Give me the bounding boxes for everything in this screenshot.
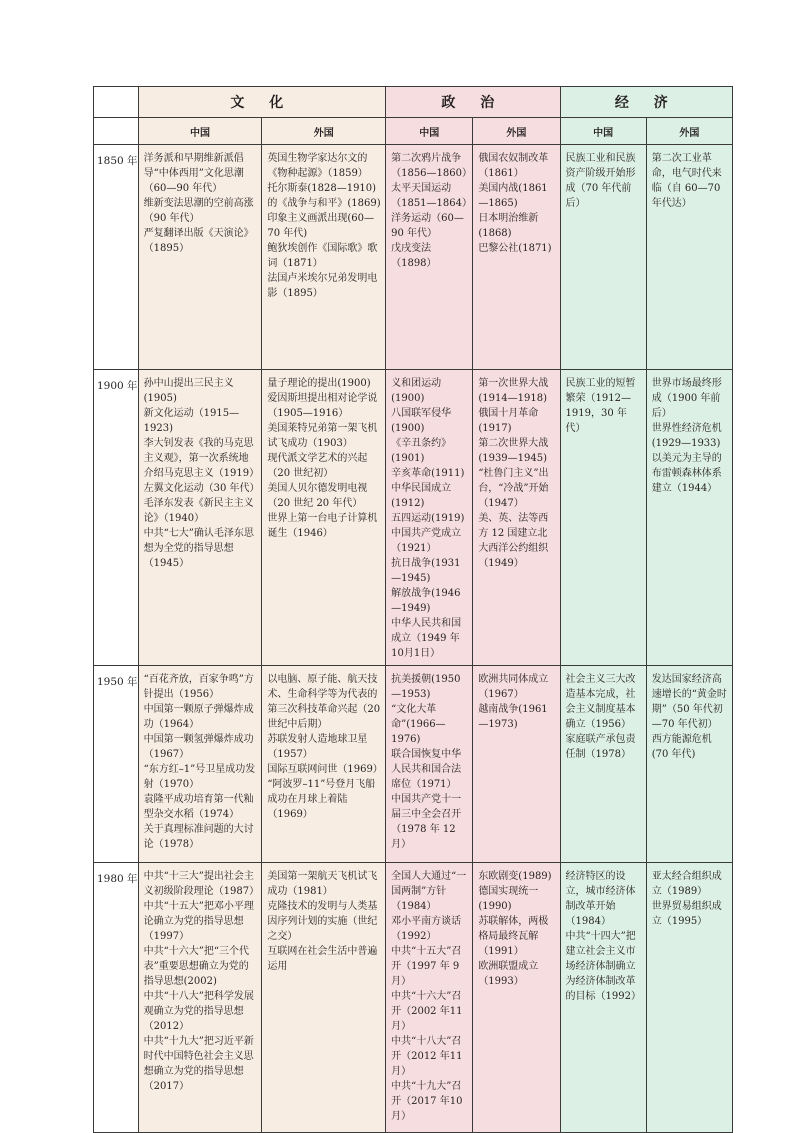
economy-foreign-cell: [646, 666, 732, 863]
period-row: [94, 370, 733, 666]
event-entry: “阿波罗–11”号登月飞船成功在月球上着陆（1969）: [267, 779, 376, 820]
event-entry: 五四运动(1919): [391, 513, 465, 524]
culture-foreign-cell: [262, 145, 386, 370]
event-entry: 中华人民共和国成立（1949 年10月1日）: [391, 618, 462, 659]
event-entry: 美国第一架航天飞机试飞成功（1981）: [267, 871, 378, 897]
category-header-row: [94, 87, 733, 118]
economy-china-cell: [560, 145, 646, 370]
event-entry: 日本明治维新(1868): [478, 213, 539, 239]
politics-foreign-header: 外国: [473, 118, 560, 145]
event-entry: 托尔斯泰(1828—1910)的《战争与和平》(1869): [267, 183, 381, 209]
corner-cell: [94, 118, 139, 145]
event-entry: 《辛丑条约》(1901): [391, 438, 452, 464]
event-entry: 中共“十八大”召开（2012 年11月）: [391, 1036, 463, 1077]
politics-foreign-cell: [473, 145, 560, 370]
event-entry: 新文化运动（1915—1923): [143, 408, 240, 434]
event-entry: 苏联解体，两极格局最终瓦解（1991）: [478, 916, 549, 957]
culture-header: 文 化: [138, 87, 385, 118]
period-row: [94, 863, 733, 1133]
event-entry: 中国第一颗原子弹爆炸成功（1964）: [143, 704, 254, 730]
event-entry: 第二次鸦片战争（1856—1860）: [391, 153, 472, 179]
event-entry: 欧洲联盟成立（1993）: [478, 961, 539, 987]
economy-foreign-cell: [646, 145, 732, 370]
event-entry: 巴黎公社(1871): [478, 243, 552, 254]
event-entry: 义和团运动(1900): [391, 378, 442, 404]
event-entry: 世界贸易组织成立（1995）: [651, 901, 722, 927]
politics-china-cell: [386, 370, 473, 666]
year-label: 1980 年: [94, 863, 139, 1133]
event-entry: 社会主义三大改造基本完成，社会主义制度基本确立（1956）: [565, 674, 636, 730]
culture-foreign-cell: [262, 666, 386, 863]
event-entry: 发达国家经济高速增长的“黄金时期”（50 年代初—70 年代初）: [651, 674, 727, 730]
culture-china-cell: [138, 370, 262, 666]
event-entry: 美、英、法等西方 12 国建立北大西洋公约组织（1949）: [478, 513, 549, 569]
event-entry: 世界性经济危机(1929—1933): [651, 423, 722, 449]
event-entry: 东欧剧变(1989): [478, 871, 552, 882]
event-entry: 辛亥革命(1911): [391, 468, 465, 479]
event-entry: 袁隆平成功培育第一代籼型杂交水稻（1974）: [143, 794, 254, 820]
event-entry: 克隆技术的发明与人类基因序列计划的实施（世纪之交）: [267, 901, 378, 942]
event-entry: 经济特区的设立，城市经济体制改革开始（1984）: [565, 871, 636, 927]
politics-foreign-cell: [473, 863, 560, 1133]
event-entry: 亚太经合组织成立（1989）: [651, 871, 722, 897]
event-entry: 民族工业的短暂繁荣（1912—1919，30 年代）: [565, 378, 636, 434]
culture-china-header: 中国: [138, 118, 262, 145]
event-entry: 国际互联网问世（1969）: [267, 764, 383, 775]
event-entry: 中共“十九大”把习近平新时代中国特色社会主义思想确立为党的指导思想（2017）: [143, 1036, 254, 1092]
event-entry: 互联网在社会生活中普遍运用: [267, 946, 378, 972]
event-entry: 维新变法思潮的空前高涨（90 年代）: [143, 198, 254, 224]
economy-china-header: 中国: [560, 118, 646, 145]
event-entry: “东方红–1”号卫星成功发射（1970）: [143, 764, 256, 790]
event-entry: 毛泽东发表《新民主主义论》（1940）: [143, 498, 254, 524]
event-entry: 太平天国运动（1851—1864）: [391, 183, 472, 209]
event-entry: 以美元为主导的布雷顿森林体系建立（1944）: [651, 453, 722, 494]
event-entry: “杜鲁门主义”出台，“冷战”开始（1947）: [478, 468, 549, 509]
event-entry: 中共“十四大”把建立社会主义市场经济体制确立为经济体制改革的目标（1992）: [565, 931, 641, 1002]
event-entry: 严复翻译出版《天演论》（1895）: [143, 228, 254, 254]
event-entry: 解放战争(1946—1949): [391, 588, 461, 614]
event-entry: 戊戌变法（1898）: [391, 243, 437, 269]
culture-china-cell: [138, 145, 262, 370]
event-entry: 家庭联产承包责任制（1978）: [565, 734, 636, 760]
culture-foreign-cell: [262, 863, 386, 1133]
event-entry: 俄国十月革命(1917): [478, 408, 539, 434]
year-label: 1900 年: [94, 370, 139, 666]
event-entry: 李大钊发表《我的马克思主义观》，第一次系统地介绍马克思主义（1919）: [143, 438, 260, 479]
culture-foreign-cell: [262, 370, 386, 666]
event-entry: 中共“十六大”召开（2002 年11月）: [391, 991, 463, 1032]
event-entry: 邓小平南方谈话（1992）: [391, 916, 462, 942]
event-entry: 中共“十九大”召开（2017 年10月）: [391, 1081, 463, 1122]
event-entry: “百花齐放，百家争鸣”方针提出（1956）: [143, 674, 254, 700]
event-entry: 现代派文学艺术的兴起（20 世纪初）: [267, 453, 368, 479]
economy-header: 经 济: [560, 87, 732, 118]
event-entry: 第二次世界大战(1939—1945): [478, 438, 549, 464]
event-entry: 美国人贝尔德发明电视（20 世纪 20 年代）: [267, 483, 368, 509]
event-entry: 中共“十五大”把邓小平理论确立为党的指导思想（1997）: [143, 901, 254, 942]
event-entry: 美国莱特兄弟第一架飞机试飞成功（1903）: [267, 423, 378, 449]
event-entry: 中共“十三大”提出社会主义初级阶段理论（1987）: [143, 871, 260, 897]
event-entry: 中共“十五大”召开（1997 年 9月）: [391, 946, 462, 987]
event-entry: 西方能源危机(70 年代): [651, 734, 712, 760]
event-entry: 英国生物学家达尔文的《物种起源》（1859）: [267, 153, 368, 179]
event-entry: 苏联发射人造地球卫星（1957）: [267, 734, 368, 760]
politics-header: 政 治: [386, 87, 560, 118]
event-entry: 世界市场最终形成（1900 年前后）: [651, 378, 722, 419]
event-entry: 中共“十六大”把“三个代表”重要思想确立为党的指导思想(2002): [143, 946, 249, 987]
event-entry: 民族工业和民族资产阶级开始形成（70 年代前后）: [565, 153, 636, 209]
period-row: [94, 666, 733, 863]
event-entry: 欧洲共同体成立（1967）: [478, 674, 549, 700]
politics-china-cell: [386, 863, 473, 1133]
event-entry: 美国内战(1861—1865): [478, 183, 548, 209]
event-entry: 抗日战争(1931—1945): [391, 558, 461, 584]
event-entry: 洋务运动（60—90 年代）: [391, 213, 464, 239]
event-entry: 法国卢米埃尔兄弟发明电影（1895）: [267, 273, 378, 299]
politics-china-cell: [386, 145, 473, 370]
economy-china-cell: [560, 370, 646, 666]
event-entry: 孙中山提出三民主义(1905): [143, 378, 234, 404]
event-entry: 洋务派和早期维新派倡导“中体西用”文化思潮（60—90 年代）: [143, 153, 244, 194]
event-entry: “文化大革命”(1966—1976): [391, 704, 446, 745]
corner-cell: [94, 87, 139, 118]
economy-foreign-cell: [646, 863, 732, 1133]
event-entry: 中共“十八大”把科学发展观确立为党的指导思想（2012）: [143, 991, 254, 1032]
event-entry: 中国第一颗氢弹爆炸成功（1967）: [143, 734, 254, 760]
event-entry: 关于真理标准问题的大讨论（1978）: [143, 824, 254, 850]
event-entry: 第二次工业革命，电气时代来临（自 60—70 年代达）: [651, 153, 722, 209]
region-header-row: [94, 118, 733, 145]
economy-foreign-cell: [646, 370, 732, 666]
event-entry: 左翼文化运动（30 年代）: [143, 483, 260, 494]
economy-china-cell: [560, 666, 646, 863]
event-entry: 德国实现统一(1990): [478, 886, 539, 912]
event-entry: 八国联军侵华(1900): [391, 408, 452, 434]
event-entry: 印象主义画派出现(60—70 年代): [267, 213, 374, 239]
culture-foreign-header: 外国: [262, 118, 386, 145]
culture-china-cell: [138, 863, 262, 1133]
event-entry: 俄国农奴制改革（1861）: [478, 153, 549, 179]
event-entry: 中国共产党十一届三中全会召开（1978 年 12月）: [391, 794, 462, 850]
event-entry: 量子理论的提出(1900): [267, 378, 371, 389]
event-entry: 爱因斯坦提出相对论学说（1905—1916）: [267, 393, 378, 419]
year-label: 1850 年: [94, 145, 139, 370]
history-timeline-table: [93, 86, 733, 1133]
event-entry: 全国人大通过“一国两制”方针（1984）: [391, 871, 467, 912]
event-entry: 以电脑、原子能、航天技术、生命科学等为代表的第三次科技革命兴起（20 世纪中后期）: [267, 674, 381, 730]
event-entry: 抗美援朝(1950—1953): [391, 674, 461, 700]
event-entry: 中华民国成立(1912): [391, 483, 452, 509]
politics-foreign-cell: [473, 666, 560, 863]
event-entry: 越南战争(1961—1973): [478, 704, 548, 730]
event-entry: 中共“七大”确认毛泽东思想为全党的指导思想（1945）: [143, 528, 254, 569]
event-entry: 世界上第一台电子计算机诞生（1946）: [267, 513, 378, 539]
period-row: [94, 145, 733, 370]
politics-china-cell: [386, 666, 473, 863]
politics-china-header: 中国: [386, 118, 473, 145]
event-entry: 第一次世界大战(1914—1918): [478, 378, 549, 404]
politics-foreign-cell: [473, 370, 560, 666]
year-label: 1950 年: [94, 666, 139, 863]
economy-china-cell: [560, 863, 646, 1133]
event-entry: 联合国恢复中华人民共和国合法席位（1971）: [391, 749, 462, 790]
culture-china-cell: [138, 666, 262, 863]
economy-foreign-header: 外国: [646, 118, 732, 145]
event-entry: 鲍狄埃创作《国际歌》歌词（1871）: [267, 243, 378, 269]
event-entry: 中国共产党成立（1921）: [391, 528, 462, 554]
